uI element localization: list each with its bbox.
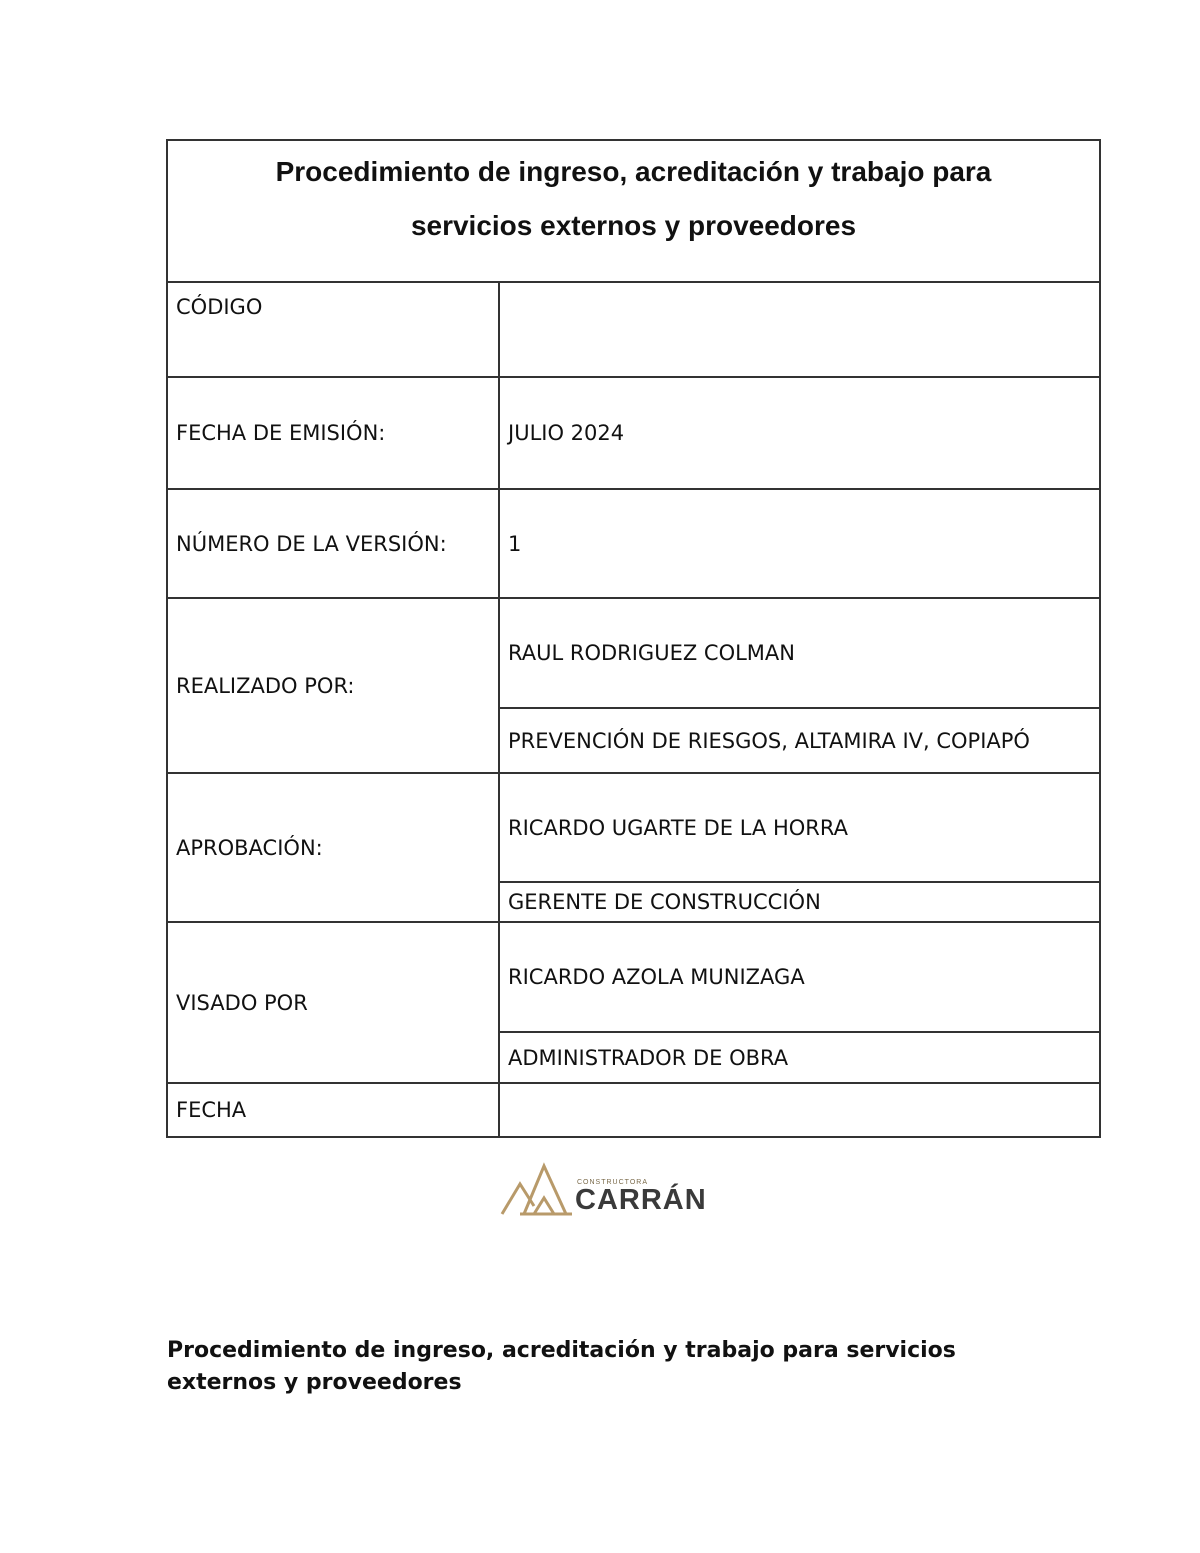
aprobacion-role: GERENTE DE CONSTRUCCIÓN [499,882,1100,922]
visado-role: ADMINISTRADOR DE OBRA [499,1032,1100,1083]
fecha-emision-value: JULIO 2024 [499,377,1100,489]
aprobacion-row [167,773,1100,882]
title-row [167,140,1100,282]
visado-name: RICARDO AZOLA MUNIZAGA [499,922,1100,1032]
fecha-label: FECHA [167,1083,499,1137]
realizado-label: REALIZADO POR: [167,598,499,773]
fecha-row [167,1083,1100,1137]
realizado-name: RAUL RODRIGUEZ COLMAN [499,598,1100,708]
codigo-row [167,282,1100,377]
logo-wordmark: CARRÁN [575,1184,707,1216]
codigo-value [499,282,1100,377]
document-title-line2: servicios externos y proveedores [410,210,857,241]
document-title [167,140,1100,282]
fecha-emision-row [167,377,1100,489]
visado-row [167,922,1100,1032]
realizado-row [167,598,1100,708]
version-row [167,489,1100,598]
aprobacion-name: RICARDO UGARTE DE LA HORRA [499,773,1100,882]
document-title-line1: Procedimiento de ingreso, acreditación y trabajo para [275,156,992,187]
company-logo [500,1162,715,1218]
codigo-label: CÓDIGO [167,282,499,377]
logo-subtitle: CONSTRUCTORA [577,1179,648,1186]
document-info-table [166,139,1101,1138]
mountain-logo-icon [500,1162,580,1218]
fecha-value [499,1083,1100,1137]
version-label: NÚMERO DE LA VERSIÓN: [167,489,499,598]
aprobacion-label: APROBACIÓN: [167,773,499,922]
realizado-role: PREVENCIÓN DE RIESGOS, ALTAMIRA IV, COPIAPÓ [499,708,1100,773]
visado-label: VISADO POR [167,922,499,1083]
fecha-emision-label: FECHA DE EMISIÓN: [167,377,499,489]
version-value: 1 [499,489,1100,598]
section-title: Procedimiento de ingreso, acreditación y trabajo para servicios externos y proveedores [167,1338,956,1395]
